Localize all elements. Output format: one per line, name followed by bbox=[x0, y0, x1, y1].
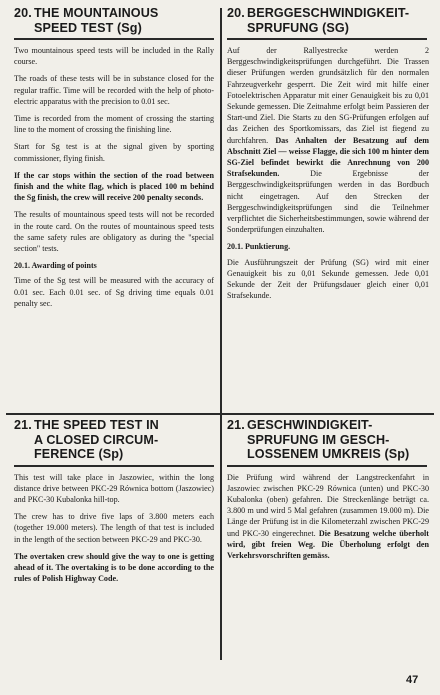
heading-line: A CLOSED CIRCUM- bbox=[34, 432, 159, 447]
heading-rule bbox=[14, 38, 214, 40]
paragraph bbox=[227, 472, 429, 562]
section-number: 20. bbox=[227, 6, 245, 20]
section-number: 21. bbox=[14, 418, 32, 432]
text-run-bold: Die Besatzung welche überholt wird, gibt freien Weg. Die Überholung erfolgt den Verkehrsvorschriften gemäss. bbox=[227, 528, 429, 560]
paragraph: This test will take place in Jaszowiec, within the long distance drive between PKC-29 Równica bottom (Jaszowiec) and PKC-30 Kubalonka hill-top. bbox=[14, 472, 214, 504]
heading-line: LOSSENEM UMKREIS (Sp) bbox=[247, 447, 410, 461]
section-heading bbox=[14, 6, 214, 35]
subsection-title: 20.1. Punktierung. bbox=[227, 242, 291, 252]
section-heading bbox=[227, 6, 429, 35]
paragraph: Two mountainous speed tests will be included in the Rally course. bbox=[14, 46, 214, 67]
heading-line: THE MOUNTAINOUS bbox=[34, 6, 159, 20]
section-heading bbox=[14, 418, 214, 462]
heading-rule bbox=[227, 465, 427, 467]
text-run: Die Ergebnisse der Berggeschwindigkeitsprüfungen werden in das Bordbuch nicht eingetragen. Auf den Strecken der Berggeschwindigkeitsprüfungen sind die Teilnehmer verpflichtet die Sicherheitsbestimmungen, sowie während der Sonderprüfungen einzuhalten. bbox=[227, 169, 429, 235]
subsection-title: 20.1. Awarding of points bbox=[14, 261, 97, 271]
page-number: 47 bbox=[406, 674, 419, 686]
heading-line: SPEED TEST (Sg) bbox=[34, 20, 142, 35]
heading-rule bbox=[227, 38, 427, 40]
section-heading bbox=[227, 418, 429, 462]
text-run: Auf der Rallyestrecke werden 2 Berggeschwindigkeitsprüfungen durchgeführt. Die Trassen dieser Prüfungen werden grundsätzlich für den normalen Fahrzeugverkehr gesperrt. Die Zeit wird mit hilfe einer Fotoelektrischen Apparatur mit einer Genauigkeit bis zu 0,01 Sekunde gemessen. Die Zeitnahme erfolgt beim Passieren der Start-und Ziel. Die Starts zu den SG-Prüfungen erfolgen auf das Zeichen des Sportkomissars, das Ziel ist fiegend zu durchfahren. bbox=[227, 46, 429, 145]
section-number: 21. bbox=[227, 418, 245, 432]
heading-line: SPRUFUNG (SG) bbox=[247, 20, 350, 35]
section-20-german bbox=[227, 6, 429, 307]
text-run-bold: Das Anhalten der Besatzung auf dem Abschnitt Ziel — weisse Flagge, die sich 100 m hinter dem SG-Ziel befindet bewirkt die Anrechnung von 200 Strafsekunden. bbox=[227, 135, 429, 179]
section-21-german bbox=[227, 418, 429, 567]
paragraph-bold: If the car stops within the section of the road between finish and the white flag, which is placed 100 m behind the Sg finish, the crew will receive 200 penalty seconds. bbox=[14, 170, 214, 203]
section-20-english bbox=[14, 6, 214, 315]
heading-line: SPRUFUNG IM GESCH- bbox=[247, 432, 390, 447]
heading-line: GESCHWINDIGKEIT- bbox=[247, 418, 373, 432]
heading-rule bbox=[14, 465, 214, 467]
heading-line: BERGGESCHWINDIGKEIT- bbox=[247, 6, 410, 20]
column-divider bbox=[220, 8, 222, 660]
section-21-english bbox=[14, 418, 214, 590]
paragraph-bold: The overtaken crew should give the way to one is getting ahead of it. The overtaking is to be done according to the rules of Polish Highway Code. bbox=[14, 551, 214, 584]
paragraph bbox=[227, 45, 429, 235]
heading-line: THE SPEED TEST IN bbox=[34, 418, 159, 432]
paragraph: Time is recorded from the moment of crossing the starting line to the moment of crossing the finishing line. bbox=[14, 114, 214, 135]
paragraph: The crew has to drive five laps of 3.800 meters each (together 19.000 meters). The length of that test is included in the length of the section between PKC-29 and PKC-30. bbox=[14, 512, 214, 544]
paragraph: Die Ausführungszeit der Prüfung (SG) wird mit einer Genauigkeit bis zu 0,01 Sekunde gemessen. Jede 0,01 Sekunde der Zeit der Prüfungsdauer gleich einer 0,01 Strafsekunde. bbox=[227, 257, 429, 301]
text-run: Die Prüfung wird während der Langstreckenfahrt in Jaszowiec zwischen PKC-29 Równica (unten) und PKC-30 Kubalonka (oben) gefahren. Die Streckenlänge beträgt ca. 3.800 m und wird 5 Mal gefahren (zusammen 19.000 m). Die Länge der Prüfung ist in die Kilometerzahl zwischen PKC-29 und PKC-30 eingerechnet. bbox=[227, 472, 429, 538]
paragraph: The results of mountainous speed tests will not be recorded in the route card. On the routes of mountainous speed tests the same safety rules are obligatory as during the "special section" tests. bbox=[14, 210, 214, 254]
paragraph: Start for Sg test is at the signal given by sporting commissioner, flying finish. bbox=[14, 142, 214, 163]
paragraph: Time of the Sg test will be measured with the accuracy of 0.01 sec. Each 0.01 sec. of Sg driving time equals 0.01 penalty sec. bbox=[14, 276, 214, 308]
section-number: 20. bbox=[14, 6, 32, 20]
section-divider bbox=[6, 413, 434, 415]
paragraph: The roads of these tests will be in substance closed for the regular traffic. Time will be recorded with the help of photo-electric apparatus with the precision to 0.01 sec. bbox=[14, 74, 214, 106]
heading-line: FERENCE (Sp) bbox=[34, 447, 124, 461]
